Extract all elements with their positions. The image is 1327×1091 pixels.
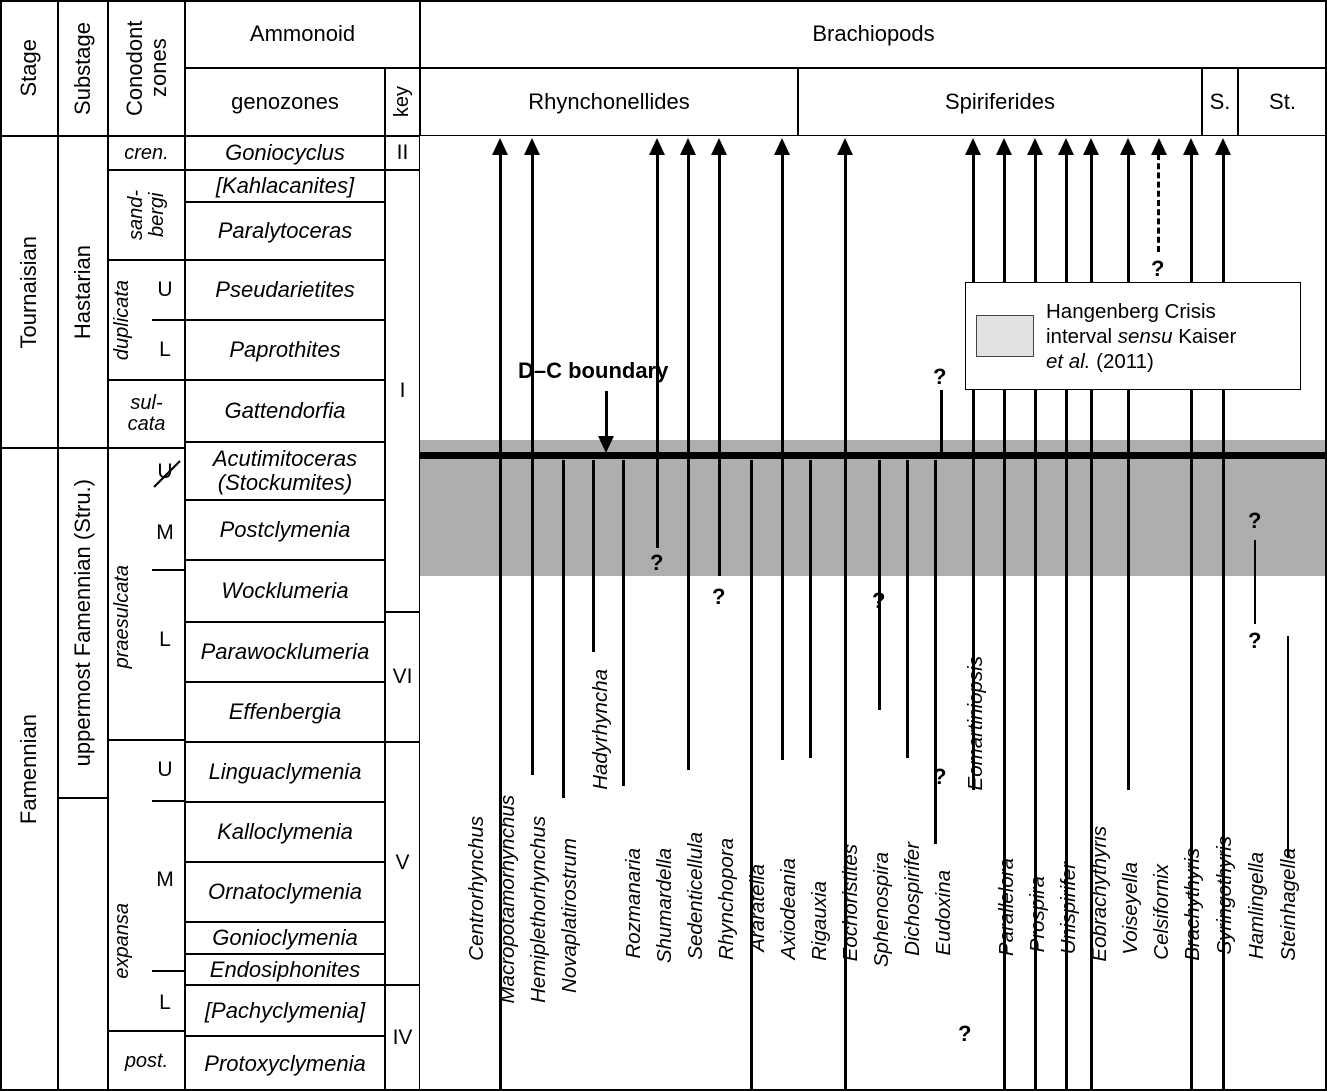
range-query-mark: ? — [1248, 628, 1262, 653]
taxon-label: Celsifornix — [1150, 864, 1173, 960]
legend-line-3-post: (2011) — [1090, 349, 1154, 373]
genozone-label: Linguaclymenia — [208, 759, 362, 785]
taxon-label: Eobrachythyris — [1088, 826, 1111, 962]
range-line — [1254, 540, 1256, 624]
range-line — [906, 460, 909, 758]
conodont-sub-label: L — [159, 991, 171, 1014]
conodont-zone-duplicata-label: duplicata — [111, 279, 133, 361]
substage-hastarian-label: Hastarian — [70, 244, 96, 340]
key-cell-II — [385, 136, 420, 170]
legend-swatch-crisis-band — [976, 315, 1034, 357]
genozone-row — [185, 802, 385, 862]
genozone-label: Goniocyclus — [225, 140, 345, 166]
conodont-sub-expansa-M — [145, 840, 185, 920]
genozone-label: Postclymenia — [219, 517, 351, 543]
taxon-label: Eudoxina — [932, 870, 955, 956]
legend-box — [965, 282, 1301, 390]
taxon-label: Rhynchopora — [715, 838, 738, 960]
header-s-abbrev-label: S. — [1209, 89, 1231, 115]
genozone-row — [185, 622, 385, 682]
taxon-label: Unispirifer — [1057, 862, 1080, 955]
conodont-sub-label: M — [156, 520, 174, 544]
legend-line-2-italic: sensu — [1117, 324, 1173, 348]
stage-famennian-label: Famennian — [16, 714, 42, 825]
header-st-abbrev-label: St. — [1269, 89, 1296, 115]
conodont-zone-sulcata-label: sul- cata — [127, 392, 166, 435]
header-substage-label: Substage — [70, 21, 96, 115]
taxon-label: Dichospirifer — [901, 842, 924, 956]
genozone-label: Wocklumeria — [221, 578, 349, 604]
genozone-row — [185, 202, 385, 260]
conodont-sub-praesulcata-L — [145, 600, 185, 680]
genozone-label: [Pachyclymenia] — [204, 997, 366, 1023]
header-conodont-zones — [108, 0, 185, 136]
range-line — [656, 152, 659, 548]
key-label: I — [399, 378, 406, 402]
conodont-sub-duplicata-U — [145, 260, 185, 320]
header-genozones-label: genozones — [231, 89, 339, 115]
header-st-abbrev — [1238, 68, 1327, 136]
key-label: V — [395, 851, 410, 875]
conodont-zone-cren-label: cren. — [124, 141, 169, 164]
key-cell-I — [385, 170, 420, 612]
genozone-label: Kalloclymenia — [217, 819, 353, 845]
header-brachiopods-label: Brachiopods — [812, 21, 935, 47]
conodont-zone-sandbergi — [108, 170, 185, 260]
conodont-sub-expansa-L — [145, 975, 185, 1031]
range-line — [940, 390, 943, 452]
genozone-row — [185, 380, 385, 442]
conodont-sub-divider-2 — [152, 569, 185, 571]
header-spiriferides — [798, 68, 1202, 136]
conodont-sub-label: U — [157, 278, 173, 301]
header-rhynchonellides — [420, 68, 798, 136]
taxon-label: Eochoristites — [839, 844, 862, 962]
taxon-label: Rozmanaria — [622, 848, 645, 959]
taxon-label: Sedenticellula — [684, 832, 707, 960]
range-query-mark: ? — [712, 584, 726, 609]
header-rhynchonellides-label: Rhynchonellides — [528, 89, 690, 115]
range-line — [687, 152, 690, 770]
range-line — [781, 152, 784, 760]
header-key-label: key — [391, 86, 413, 118]
range-line — [562, 460, 565, 798]
genozone-label: Acutimitoceras (Stockumites) — [212, 445, 358, 495]
taxon-label: Voiseyella — [1119, 862, 1142, 955]
range-line-uncertain — [1157, 154, 1160, 252]
range-up-arrow — [1151, 138, 1167, 155]
taxon-label: Macropotamorhynchus — [496, 795, 519, 1004]
genozone-row — [185, 500, 385, 560]
substage-uppermost-famennian — [58, 448, 108, 798]
conodont-sub-duplicata-L — [145, 320, 185, 380]
conodont-sub-divider-3 — [152, 800, 185, 802]
taxon-label: Steinhagella — [1277, 848, 1300, 961]
taxon-label: Hadyrhyncha — [589, 669, 612, 790]
taxon-label: Axiodeania — [777, 858, 800, 960]
header-brachiopods — [420, 0, 1327, 68]
genozone-row — [185, 442, 385, 500]
conodont-zone-praesulcata-label: praesulcata — [111, 565, 133, 669]
praesulcata-slash-tick — [150, 455, 186, 491]
key-cell-IV — [385, 985, 420, 1091]
genozone-label: Protoxyclymenia — [204, 1050, 366, 1076]
range-query-mark: ? — [872, 588, 886, 613]
range-line — [1127, 152, 1130, 790]
genozone-label: Parawocklumeria — [200, 639, 370, 665]
conodont-sub-label: U — [157, 460, 173, 483]
range-query-mark: ? — [650, 550, 664, 575]
genozone-label: Pseudarietites — [215, 277, 355, 303]
taxon-label: Rigauxia — [808, 881, 831, 961]
substage-uppermost-famennian-label: uppermost Famennian (Stru.) — [70, 479, 96, 767]
legend-line-3-italic: et al. — [1046, 349, 1091, 373]
taxon-label: Novaplatirostrum — [558, 838, 581, 993]
genozone-row — [185, 922, 385, 954]
key-label: II — [396, 140, 409, 164]
genozone-row — [185, 320, 385, 380]
genozone-row — [185, 1036, 385, 1091]
range-line — [750, 460, 753, 1091]
header-key — [385, 68, 420, 136]
conodont-zone-expansa-label: expansa — [111, 902, 133, 979]
range-line — [718, 152, 721, 576]
conodont-sub-divider-4 — [152, 970, 185, 972]
header-s-abbrev — [1202, 68, 1238, 136]
conodont-sub-label: M — [156, 868, 174, 891]
range-line — [622, 460, 625, 786]
conodont-sub-label: L — [159, 628, 171, 651]
taxon-label: Brachythyris — [1181, 848, 1204, 961]
header-ammonoid — [185, 0, 420, 68]
legend-line-3 — [1046, 349, 1236, 374]
taxon-label: Sphenospira — [870, 852, 893, 968]
key-cell-V — [385, 742, 420, 985]
conodont-zone-cren — [108, 136, 185, 170]
legend-line-2 — [1046, 324, 1236, 349]
genozone-label: Effenbergia — [228, 699, 342, 725]
stage-tournaisian-label: Tournaisian — [16, 235, 42, 349]
genozone-label: Gattendorfia — [224, 398, 346, 424]
legend-text — [1046, 299, 1236, 374]
taxon-label: Shumardella — [653, 848, 676, 964]
taxon-label: Eomartiniopsis — [964, 656, 987, 791]
genozone-row — [185, 985, 385, 1036]
key-label: VI — [392, 664, 413, 688]
genozone-row — [185, 682, 385, 742]
header-spiriferides-label: Spiriferides — [944, 89, 1056, 115]
header-stage-label: Stage — [16, 39, 42, 97]
stage-famennian — [0, 448, 58, 1091]
dc-boundary-pointer-arrow — [598, 436, 614, 453]
range-line — [1287, 636, 1289, 858]
taxon-label: Hamlingella — [1245, 852, 1268, 960]
dc-boundary-label: D–C boundary — [518, 358, 669, 383]
genozone-row — [185, 954, 385, 985]
genozone-label: Paralytoceras — [217, 218, 353, 244]
genozone-row — [185, 560, 385, 622]
substage-blank — [58, 798, 108, 1091]
taxon-label: Araratella — [746, 864, 769, 952]
conodont-sub-praesulcata-M — [145, 495, 185, 570]
header-ammonoid-label: Ammonoid — [249, 21, 356, 47]
genozone-label: Ornatoclymenia — [207, 879, 363, 905]
key-cell-VI — [385, 612, 420, 742]
key-label: IV — [392, 1025, 413, 1049]
range-query-mark: ? — [933, 364, 947, 389]
legend-line-1: Hangenberg Crisis — [1046, 299, 1216, 323]
legend-line-2-pre: interval — [1046, 324, 1118, 348]
genozone-label: [Kahlacanites] — [215, 173, 355, 199]
conodont-sub-divider-1 — [152, 319, 185, 321]
genozone-label: Endosiphonites — [209, 956, 361, 982]
genozone-label: Paprothites — [229, 337, 341, 363]
taxon-label: Centrorhynchus — [465, 816, 488, 961]
substage-hastarian — [58, 136, 108, 448]
range-line — [809, 460, 812, 758]
conodont-zone-post-label: post. — [124, 1049, 169, 1072]
conodont-zone-post — [108, 1031, 185, 1091]
conodont-zone-sandbergi-label: sand- bergi — [124, 189, 168, 241]
genozone-row — [185, 260, 385, 320]
legend-line-2-post: Kaiser — [1172, 324, 1237, 348]
range-query-mark: ? — [1248, 508, 1262, 533]
header-substage — [58, 0, 108, 136]
header-conodont-zones-label: Conodont zones — [121, 20, 171, 116]
conodont-sub-label: U — [157, 757, 173, 781]
genozone-label: Gonioclymenia — [212, 925, 358, 951]
range-query-mark: ? — [958, 1021, 972, 1046]
header-genozones — [185, 68, 385, 136]
genozone-row — [185, 862, 385, 922]
conodont-sub-expansa-U — [145, 742, 185, 797]
range-line — [878, 460, 881, 710]
conodont-zone-sulcata — [108, 380, 185, 448]
taxon-label: Parallelora — [995, 858, 1018, 956]
genozone-row — [185, 742, 385, 802]
range-query-mark: ? — [1151, 256, 1165, 281]
range-query-mark: ? — [933, 764, 947, 789]
stage-tournaisian — [0, 136, 58, 448]
taxon-label: Prospira — [1026, 876, 1049, 953]
header-stage — [0, 0, 58, 136]
genozone-row — [185, 136, 385, 170]
genozone-row — [185, 170, 385, 202]
dc-boundary-pointer-line — [605, 391, 608, 439]
taxon-label: Syringothyris — [1213, 836, 1236, 955]
taxon-label: Hemiplethorhynchus — [527, 816, 550, 1003]
range-line — [531, 152, 534, 775]
range-line — [592, 460, 595, 652]
conodont-sub-label: L — [159, 338, 171, 361]
range-plot-area — [420, 136, 1327, 1091]
